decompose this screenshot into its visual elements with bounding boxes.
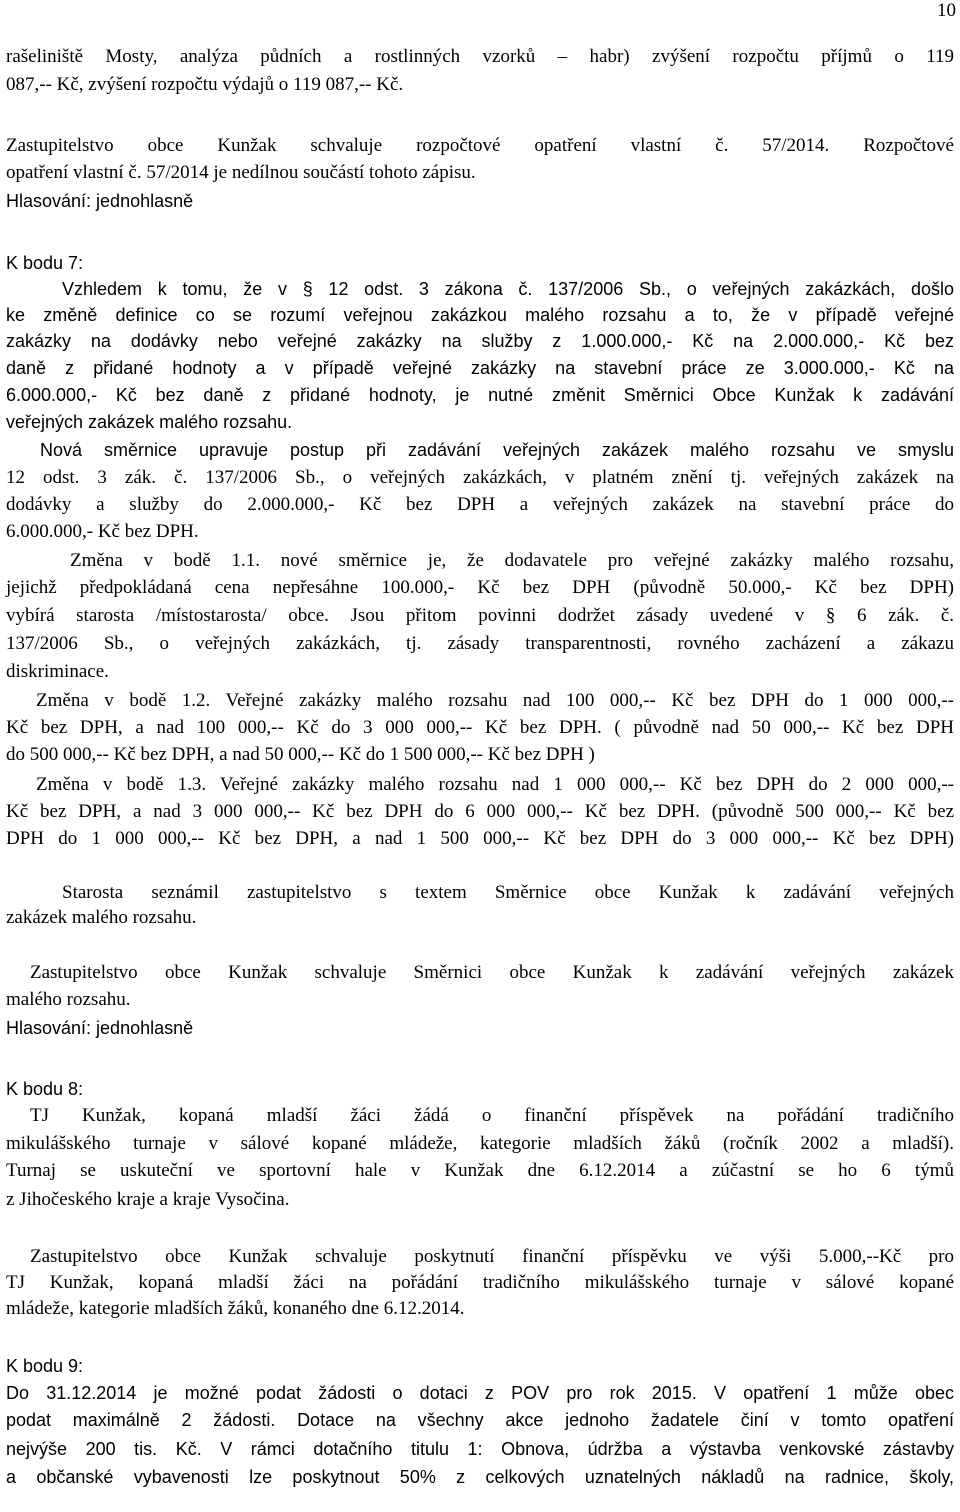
text-line: Hlasování: jednohlasně — [6, 191, 194, 211]
text-line: Vzhledem k tomu, že v § 12 odst. 3 zákona č. 137/2006 Sb., o veřejných zakázkách, došlo — [62, 279, 954, 299]
text-line: do 500 000,-- Kč bez DPH, a nad 50 000,-- Kč do 1 500 000,-- Kč bez DPH ) — [6, 744, 595, 765]
page-number: 10 — [937, 0, 956, 21]
text-line: Zastupitelstvo obce Kunžak schvaluje rozpočtové opatření vlastní č. 57/2014. Rozpočtové — [6, 135, 954, 156]
text-line: TJ Kunžak, kopaná mladší žáci na pořádání tradičního mikulášského turnaje v sálové kopané — [6, 1272, 954, 1293]
text-line: a občanské vybavenosti lze poskytnout 50% z celkových uznatelných nákladů na radnice, školy, — [6, 1467, 954, 1487]
text-line: K bodu 8: — [6, 1079, 84, 1099]
text-line: 6.000.000,- Kč bez DPH. — [6, 521, 199, 542]
text-line: Turnaj se uskuteční ve sportovní hale v Kunžak dne 6.12.2014 a zúčastní se ho 6 týmů — [6, 1160, 954, 1181]
text-line: 6.000.000,- Kč bez daně z přidané hodnoty, je nutné změnit Směrnici Obce Kunžak k zadávání — [6, 385, 954, 405]
text-line: nejvýše 200 tis. Kč. V rámci dotačního titulu 1: Obnova, údržba a výstavba venkovské zástavby — [6, 1439, 954, 1459]
text-line: podat maximálně 2 žádosti. Dotace na všechny akce jednoho žadatele činí v tomto opatření — [6, 1410, 954, 1430]
text-line: K bodu 9: — [6, 1356, 84, 1376]
text-line: diskriminace. — [6, 661, 109, 682]
text-line: DPH do 1 000 000,-- Kč bez DPH, a nad 1 500 000,-- Kč bez DPH do 3 000 000,-- Kč bez DPH) — [6, 828, 954, 849]
text-line: Zastupitelstvo obce Kunžak schvaluje poskytnutí finanční příspěvku ve výši 5.000,--Kč pro — [30, 1246, 954, 1267]
text-line: Starosta seznámil zastupitelstvo s textem Směrnice obce Kunžak k zadávání veřejných — [62, 882, 954, 903]
text-line: 137/2006 Sb., o veřejných zakázkách, tj. zásady transparentnosti, rovného zacházení a zákazu — [6, 633, 954, 654]
text-line: dodávky a služby do 2.000.000,- Kč bez DPH a veřejných zakázek na stavební práce do — [6, 494, 954, 515]
text-line: opatření vlastní č. 57/2014 je nedílnou součástí tohoto zápisu. — [6, 162, 476, 183]
text-line: jejichž předpokládaná cena nepřesáhne 100.000,- Kč bez DPH (původně 50.000,- Kč bez DPH) — [6, 577, 954, 598]
text-line: z Jihočeského kraje a kraje Vysočina. — [6, 1189, 290, 1210]
text-line: Nová směrnice upravuje postup při zadávání veřejných zakázek malého rozsahu ve smyslu — [40, 440, 954, 460]
text-line: Zastupitelstvo obce Kunžak schvaluje Směrnici obce Kunžak k zadávání veřejných zakázek — [30, 962, 954, 983]
text-line: zakázky na dodávky nebo veřejné zakázky na služby z 1.000.000,- Kč na 2.000.000,- Kč bez — [6, 331, 954, 351]
text-line: daně z přidané hodnoty a v případě veřejné zakázky na stavební práce ze 3.000.000,- Kč na — [6, 358, 954, 378]
text-line: Změna v bodě 1.3. Veřejné zakázky malého rozsahu nad 1 000 000,-- Kč bez DPH do 2 000 000,-- — [36, 774, 954, 795]
text-line: Kč bez DPH, a nad 3 000 000,-- Kč bez DPH do 6 000 000,-- Kč bez DPH. (původně 500 000,-- Kč bez — [6, 801, 954, 822]
text-line: malého rozsahu. — [6, 989, 131, 1010]
text-line: Hlasování: jednohlasně — [6, 1018, 194, 1038]
text-line: zakázek malého rozsahu. — [6, 907, 197, 928]
text-line: vybírá starosta /místostarosta/ obce. Jsou přitom povinni dodržet zásady uvedené v § 6 zák. č. — [6, 605, 954, 626]
text-line: ke změně definice co se rozumí veřejnou zakázkou malého rozsahu a to, že v případě veřejné — [6, 305, 954, 325]
text-line: Kč bez DPH, a nad 100 000,-- Kč do 3 000 000,-- Kč bez DPH. ( původně nad 50 000,-- Kč bez DPH — [6, 717, 954, 738]
text-line: K bodu 7: — [6, 253, 84, 273]
text-line: 12 odst. 3 zák. č. 137/2006 Sb., o veřejných zakázkách, v platném znění tj. veřejných zakázek na — [6, 467, 954, 488]
text-line: mikulášského turnaje v sálové kopané mládeže, kategorie mladších žáků (ročník 2002 a mladší). — [6, 1133, 954, 1154]
text-line: 087,-- Kč, zvýšení rozpočtu výdajů o 119 087,-- Kč. — [6, 74, 404, 95]
text-line: Změna v bodě 1.1. nové směrnice je, že dodavatele pro veřejné zakázky malého rozsahu, — [70, 550, 954, 571]
text-line: rašeliniště Mosty, analýza půdních a rostlinných vzorků – habr) zvýšení rozpočtu příjmů o 119 — [6, 46, 954, 67]
text-line: mládeže, kategorie mladších žáků, konaného dne 6.12.2014. — [6, 1298, 465, 1319]
text-line: Změna v bodě 1.2. Veřejné zakázky malého rozsahu nad 100 000,-- Kč bez DPH do 1 000 000,-- — [36, 690, 954, 711]
text-line: veřejných zakázek malého rozsahu. — [6, 412, 293, 432]
text-line: TJ Kunžak, kopaná mladší žáci žádá o finanční příspěvek na pořádání tradičního — [30, 1105, 954, 1126]
text-line: Do 31.12.2014 je možné podat žádosti o dotaci z POV pro rok 2015. V opatření 1 může obec — [6, 1383, 954, 1403]
